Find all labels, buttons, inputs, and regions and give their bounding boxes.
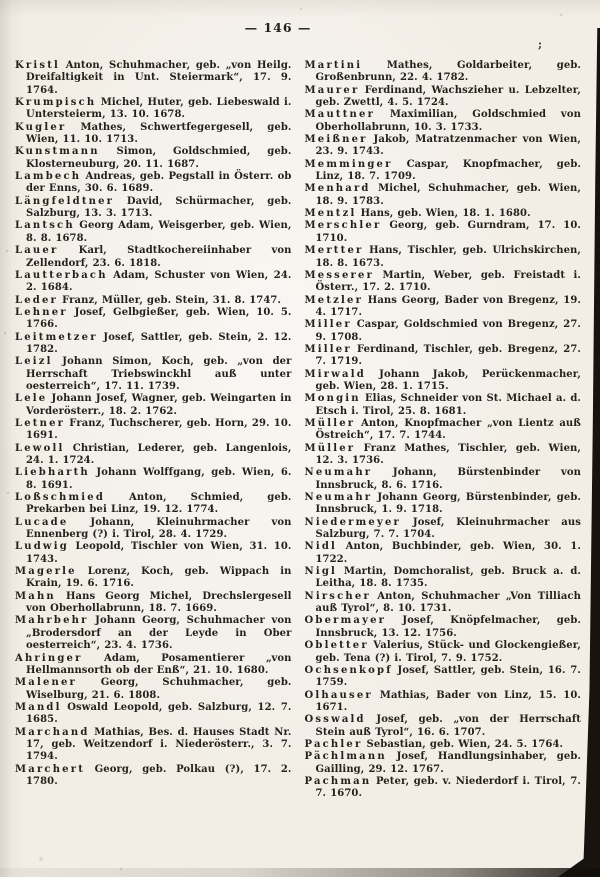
entry-details: Johann, Kleinuhrmacher von Ennenberg (?) i. Tirol, 28. 4. 1729.	[26, 516, 292, 541]
entry-details: Valerius, Stück- und Glockengießer, geb. Tena (?) i. Tirol, 7. 9. 1752.	[315, 640, 581, 664]
entry-surname: Niedermeyer	[304, 516, 402, 528]
entry-details: Anton, Schuhmacher „Von Tilliach auß Tyrol“, 8. 10. 1731.	[315, 590, 581, 615]
entry-details: Caspar, Goldschmied von Bregenz, 27. 9. 1708.	[315, 319, 581, 343]
entry-surname: Nirscher	[304, 590, 371, 602]
register-entry	[305, 640, 582, 665]
scan-edge-bottom	[0, 868, 600, 877]
register-entry	[15, 393, 292, 418]
entry-details: Mathias, Bes. d. Hauses Stadt Nr. 17, geb. Weitzendorf i. Niederösterr., 3. 7. 1794.	[26, 726, 292, 763]
register-entry	[305, 295, 582, 320]
entry-surname: Lele	[15, 393, 48, 405]
entry-surname: Marchert	[15, 763, 86, 775]
entry-details: Jakob, Matratzenmacher von Wien, 23. 9. 1743.	[315, 134, 581, 158]
entry-surname: Nidl	[304, 541, 338, 553]
entry-details: Mathes, Schwertfegergesell, geb. Wien, 11. 10. 1713.	[26, 121, 292, 146]
register-entry	[15, 467, 292, 492]
register-entry	[15, 122, 292, 147]
entry-surname: Mongin	[304, 393, 361, 405]
register-entry	[15, 492, 292, 517]
entry-surname: Ochsenkopf	[304, 664, 393, 676]
left-column	[15, 60, 292, 801]
entry-surname: Krumpisch	[15, 97, 97, 109]
right-column	[305, 60, 582, 801]
entry-surname: Obletter	[304, 640, 369, 652]
register-entry	[305, 665, 582, 690]
entry-surname: Lambech	[15, 171, 82, 183]
entry-surname: Pachman	[304, 775, 372, 787]
entry-details: Christian, Lederer, geb. Langenlois, 24. 1. 1724.	[26, 442, 292, 466]
register-entry	[15, 517, 292, 542]
register-entry	[305, 85, 582, 110]
entry-details: Mathes, Goldarbeiter, geb. Großenbrunn, 22. 4. 1782.	[315, 60, 581, 84]
register-entry	[15, 677, 292, 702]
register-entry	[15, 245, 292, 270]
entry-details: Simon, Goldschmied, geb. Klosterneuburg, 20. 11. 1687.	[26, 146, 292, 170]
entry-surname: Neumahr	[304, 467, 373, 479]
entry-details: Josef, Kleinuhrmacher aus Salzburg, 7. 7. 1704.	[315, 516, 581, 541]
entry-surname: Ludwig	[15, 541, 69, 553]
entry-surname: Leder	[15, 294, 59, 306]
entry-surname: Messerer	[304, 269, 375, 281]
entry-details: Martin, Domchoralist, geb. Bruck a. d. Leitha, 18. 8. 1735.	[315, 566, 581, 590]
entry-details: Josef, Knöpfelmacher, geb. Innsbruck, 13. 12. 1756.	[315, 615, 581, 639]
entry-surname: Lantsch	[15, 220, 75, 232]
register-entry	[15, 541, 292, 566]
register-entry	[305, 615, 582, 640]
entry-surname: Liebharth	[15, 467, 90, 479]
register-entry	[15, 97, 292, 122]
entry-surname: Mertter	[304, 245, 364, 257]
entry-details: Michel, Schuhmacher, geb. Wien, 18. 9. 1783.	[315, 183, 581, 207]
register-entry	[15, 171, 292, 196]
register-entry	[305, 492, 582, 517]
register-entry	[15, 566, 292, 591]
entry-details: Ferdinand, Wachszieher u. Lebzelter, geb. Zwettl, 4. 5. 1724.	[315, 84, 581, 109]
page-header	[0, 20, 556, 35]
entry-details: Andreas, geb. Pegstall in Österr. ob der Enns, 30. 6. 1689.	[26, 171, 292, 195]
entry-surname: Neumahr	[304, 492, 373, 504]
entry-surname: Pachler	[304, 738, 363, 750]
entry-details: Georg Adam, Weisgerber, geb. Wien, 8. 8. 1678.	[26, 220, 292, 244]
register-entry	[15, 295, 292, 307]
entry-surname: Obermayer	[304, 615, 387, 627]
entry-details: Franz, Tuchscherer, geb. Horn, 29. 10. 1691.	[26, 417, 292, 442]
entry-surname: Memminger	[304, 158, 393, 170]
register-entry	[305, 443, 582, 468]
entry-details: Josef, Sattler, geb. Stein, 2. 12. 1782.	[26, 331, 292, 355]
register-entry	[15, 356, 292, 393]
entry-details: Leopold, Tischler von Wien, 31. 10. 1743.	[26, 541, 292, 565]
entry-surname: Mentzl	[304, 208, 357, 220]
entry-details: Georg, geb. Polkau (?), 17. 2. 1780.	[26, 763, 292, 787]
register-entry	[305, 319, 582, 344]
register-entry	[305, 344, 582, 369]
register-entry	[305, 369, 582, 394]
entry-surname: Kunstmann	[15, 146, 100, 158]
entry-surname: Olhauser	[304, 689, 373, 701]
entry-surname: Lewoll	[15, 442, 65, 454]
stray-ink-mark: ;	[538, 38, 543, 51]
entry-surname: Martini	[304, 60, 363, 71]
entry-details: Johann Jakob, Perückenmacher, geb. Wien, 28. 1. 1715.	[315, 368, 581, 392]
register-entry	[15, 307, 292, 332]
register-entry	[15, 653, 292, 678]
entry-details: Franz, Müller, geb. Stein, 31. 8. 1747.	[58, 294, 282, 306]
register-entry	[305, 159, 582, 184]
entry-surname: Lauer	[15, 245, 59, 257]
register-entry	[15, 146, 292, 171]
entry-details: Anton, Schuhmacher, geb. „von Heilg. Dreifaltigkeit in Unt. Steiermark“, 17. 9. 1764.	[26, 60, 292, 96]
register-entry	[15, 764, 292, 789]
register-entry	[305, 739, 582, 751]
register-entry	[15, 591, 292, 616]
scan-noise-specks	[0, 0, 2, 2]
register-entry	[305, 776, 582, 801]
register-entry	[15, 615, 292, 652]
entry-details: Ferdinand, Tischler, geb. Bregenz, 27. 7. 1719.	[315, 343, 581, 368]
entry-surname: Miller	[304, 319, 352, 331]
entry-surname: Letner	[15, 417, 66, 429]
register-entry	[305, 517, 582, 542]
entry-details: Caspar, Knopfmacher, geb. Linz, 18. 7. 1709.	[315, 158, 581, 183]
entry-surname: Müller	[304, 442, 356, 454]
scan-edge-right	[583, 28, 600, 877]
entry-details: Michel, Huter, geb. Liebeswald i. Untersteierm, 13. 10. 1678.	[26, 97, 292, 121]
entry-details: Karl, Stadtkochereiinhaber von Zellendorf, 23. 6. 1818.	[26, 245, 292, 269]
entry-details: Johann Georg, Bürstenbinder, geb. Innsbruck, 1. 9. 1718.	[315, 492, 581, 516]
entry-surname: Merschler	[304, 220, 382, 232]
entry-details: Georg, geb. Gurndram, 17. 10. 1710.	[315, 220, 581, 244]
page-number: — 146 —	[244, 20, 312, 35]
entry-surname: Lehner	[15, 306, 68, 318]
register-entry	[305, 134, 582, 159]
entry-surname: Osswald	[304, 714, 366, 726]
entry-surname: Pächlmann	[304, 751, 387, 763]
entry-surname: Malener	[15, 677, 78, 689]
register-entry	[305, 751, 582, 776]
entry-details: Hans, geb. Wien, 18. 1. 1680.	[356, 208, 531, 220]
entry-details: Josef, Handlungsinhaber, geb. Gailling, 29. 12. 1767.	[315, 751, 581, 775]
register-entry	[15, 418, 292, 443]
entry-details: Johann Georg, Schuhmacher von „Brodersdorf an der Leyde in Ober oesterreich“, 23. 4. 1736.	[26, 615, 292, 652]
register-entry	[305, 714, 582, 739]
entry-details: Adam, Schuster von Wien, 24. 2. 1684.	[26, 269, 292, 294]
entry-surname: Längfeldtner	[15, 195, 115, 207]
entry-surname: Ahringer	[15, 652, 83, 664]
register-entry	[305, 566, 582, 591]
entry-details: Peter, geb. v. Niederdorf i. Tirol, 7. 7. 1670.	[315, 775, 581, 800]
register-entry	[305, 109, 582, 134]
entry-surname: Mahrbehr	[15, 615, 89, 627]
register-entry	[305, 541, 582, 566]
entry-details: Josef, Sattler, geb. Stein, 16. 7. 1759.	[315, 664, 581, 689]
register-entry	[305, 591, 582, 616]
register-entry	[15, 270, 292, 295]
register-entry	[15, 443, 292, 468]
entry-details: Hans Georg, Bader von Bregenz, 19. 4. 1717.	[315, 294, 581, 318]
register-entry	[305, 418, 582, 443]
entry-details: Johann Wolffgang, geb. Wien, 6. 8. 1691.	[26, 467, 292, 491]
entry-details: Hans, Tischler, geb. Ulrichskirchen, 18. 8. 1673.	[315, 245, 581, 269]
entry-details: Johann, Bürstenbinder von Innsbruck, 8. 6. 1716.	[315, 467, 581, 491]
entry-details: Anton, Buchbinder, geb. Wien, 30. 1. 1722.	[315, 541, 581, 565]
entry-surname: Loßschmied	[15, 492, 106, 504]
entry-details: Johann Simon, Koch, geb. „von der Herrschaft Triebswinckhl auß unter oesterreich“, 17. 11. 1739.	[26, 356, 292, 392]
register-entry	[15, 60, 292, 97]
register-entry	[305, 393, 582, 418]
entry-details: Hans Georg Michel, Drechslergesell von Oberhollabrunn, 18. 7. 1669.	[26, 590, 292, 615]
entry-details: Johann Josef, Wagner, geb. Weingarten in Vorderösterr., 18. 2. 1762.	[26, 393, 292, 417]
register-entry	[305, 690, 582, 715]
entry-details: Anton, Schmied, geb. Prekarben bei Linz, 19. 12. 1774.	[26, 492, 292, 516]
entry-details: Maximilian, Goldschmied von Oberhollabrunn, 10. 3. 1733.	[315, 109, 581, 133]
entry-surname: Müller	[304, 417, 356, 429]
register-entry	[15, 332, 292, 357]
register-entry	[305, 245, 582, 270]
entry-details: Georg, Schuhmacher, geb. Wiselburg, 21. 6. 1808.	[26, 677, 292, 701]
entry-surname: Meißner	[304, 134, 368, 146]
entry-surname: Leitmetzer	[15, 331, 98, 343]
entry-surname: Mirwald	[304, 368, 366, 380]
register-entry	[15, 702, 292, 727]
text-columns	[15, 60, 581, 801]
entry-surname: Nigl	[304, 566, 338, 578]
entry-details: Josef, geb. „von der Herrschaft Stein auß Tyrol“, 16. 6. 1707.	[315, 714, 581, 738]
entry-surname: Miller	[304, 343, 352, 355]
register-entry	[305, 60, 582, 85]
entry-details: Lorenz, Koch, geb. Wippach in Krain, 19. 6. 1716.	[26, 566, 292, 590]
entry-details: Oswald Leopold, geb. Salzburg, 12. 7. 1685.	[26, 701, 292, 726]
entry-surname: Mahn	[15, 590, 56, 602]
register-entry	[15, 220, 292, 245]
register-entry	[15, 196, 292, 221]
entry-surname: Kugler	[15, 121, 67, 133]
entry-details: Sebastian, geb. Wien, 24. 5. 1764.	[362, 738, 564, 750]
entry-surname: Kristl	[15, 60, 61, 71]
entry-details: David, Schürmacher, geb. Salzburg, 13. 3. 1713.	[26, 195, 292, 220]
entry-details: Martin, Weber, geb. Freistadt i. Österr., 17. 2. 1710.	[315, 269, 581, 294]
entry-details: Franz Mathes, Tischler, geb. Wien, 12. 3. 1736.	[315, 442, 581, 466]
entry-surname: Marchand	[15, 726, 90, 738]
entry-surname: Maurer	[304, 84, 360, 96]
entry-surname: Lautterbach	[15, 269, 108, 281]
entry-details: Adam, Posamentierer „von Hellmannsorth ob der Enß“, 21. 10. 1680.	[26, 652, 292, 676]
register-entry	[305, 467, 582, 492]
register-entry	[305, 183, 582, 208]
register-entry	[305, 208, 582, 220]
register-entry	[305, 220, 582, 245]
entry-details: Elias, Schneider von St. Michael a. d. Etsch i. Tirol, 25. 8. 1681.	[315, 393, 581, 417]
entry-surname: Magerle	[15, 566, 77, 578]
entry-details: Anton, Knopfmacher „von Lientz auß Östreich“, 17. 7. 1744.	[315, 417, 581, 442]
entry-surname: Metzler	[304, 294, 364, 306]
entry-surname: Mauttner	[304, 109, 376, 121]
entry-surname: Mandl	[15, 701, 62, 713]
entry-surname: Menhard	[304, 183, 371, 195]
register-entry	[15, 727, 292, 764]
entry-details: Mathias, Bader von Linz, 15. 10. 1671.	[315, 689, 581, 713]
entry-details: Josef, Gelbgießer, geb. Wien, 10. 5. 1766.	[26, 306, 292, 331]
entry-surname: Leizl	[15, 356, 53, 368]
entry-surname: Lucade	[15, 516, 69, 528]
register-entry	[305, 270, 582, 295]
